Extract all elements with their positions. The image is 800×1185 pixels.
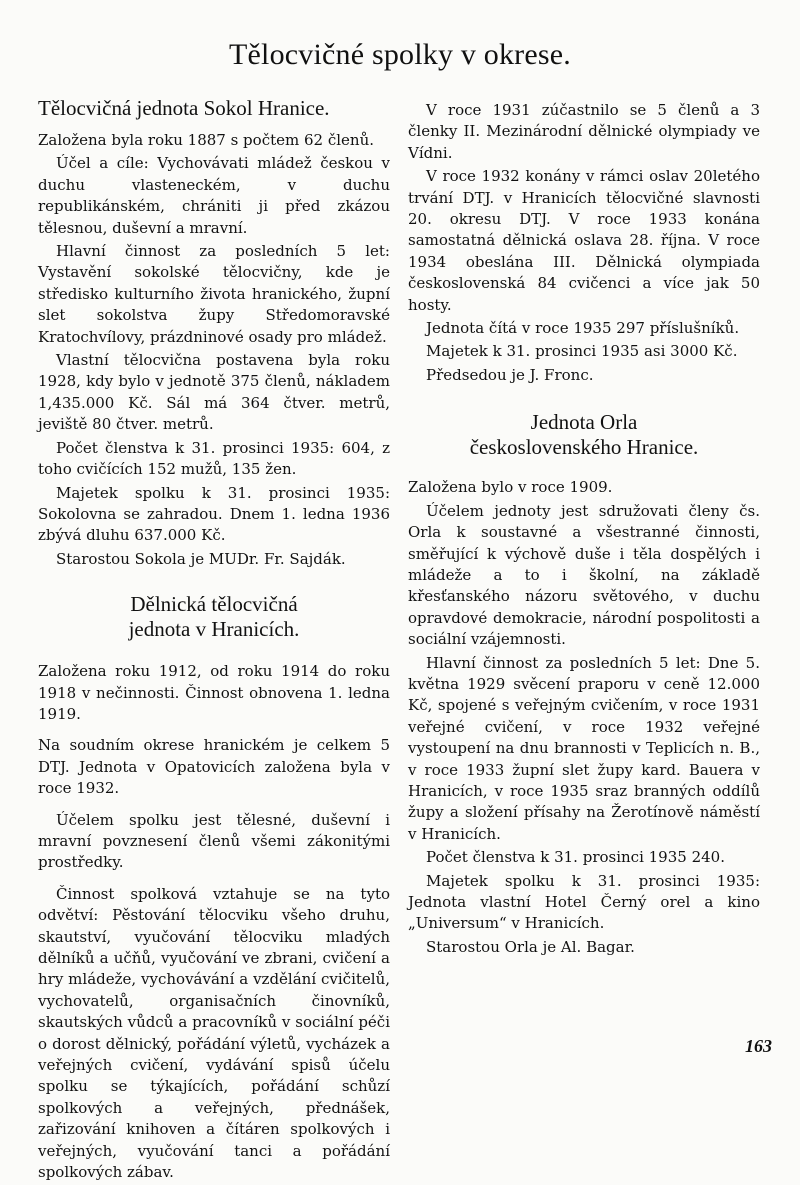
dtj-paragraph: Účelem spolku jest tělesné, duševní i mravní povznesení členů všemi zákonitými prostředky.: [38, 810, 390, 872]
orel-paragraph: Starostou Orla je Al. Bagar.: [426, 937, 635, 956]
sokol-paragraph: Počet členstva k 31. prosinci 1935: 604, z toho cvičících 152 mužů, 135 žen.: [38, 438, 390, 479]
dtj-section-title: [38, 592, 390, 642]
dtj-title-line2: jednota v Hranicích.: [128, 617, 300, 642]
dtj-paragraph: Na soudním okrese hranickém je celkem 5 DTJ. Jednota v Opatovicích založena byla v roce 1932.: [38, 736, 390, 798]
orel-paragraph: Majetek spolku k 31. prosinci 1935: Jednota vlastní Hotel Černý orel a kino „Universum“ v Hranicích.: [408, 871, 760, 933]
orel-section-title: [408, 410, 760, 460]
dtj-paragraph: Založena roku 1912, od roku 1914 do roku 1918 v nečinnosti. Činnost obnovena 1. ledna 1919.: [38, 662, 390, 723]
dtj-paragraph: Předsedou je J. Fronc.: [426, 365, 594, 384]
dtj-paragraph: Jednota čítá v roce 1935 297 příslušníků.: [426, 319, 740, 338]
sokol-paragraph: Účel a cíle: Vychovávati mládež českou v duchu vlasteneckém, v duchu republikánském, chrániti ji před zkázou tělesnou, duševní a mravní.: [38, 154, 390, 237]
orel-paragraph: Počet členstva k 31. prosinci 1935 240.: [426, 848, 725, 867]
sokol-section-title: Tělocvičná jednota Sokol Hranice.: [38, 96, 330, 120]
orel-paragraph: Hlavní činnost za posledních 5 let: Dne 5. května 1929 svěcení praporu v ceně 12.000 Kč, spojené s veřejným cvičením, v roce 1931 veřejné cvičení, v roce 1932 veřejné vystoupení na dnu brannosti v Teplicích n. B., v roce 1933 župní slet župy kard. Bauera v Hranicích, v roce 1935 sraz branných oddílů župy a složení přísahy na Žerotínově náměstí v Hranicích.: [408, 653, 760, 843]
orel-paragraph: Založena bylo v roce 1909.: [408, 478, 613, 497]
dtj-paragraph: V roce 1931 zúčastnilo se 5 členů a 3 členky II. Mezinárodní dělnické olympiady ve Vídni.: [408, 101, 760, 162]
right-column: [408, 100, 760, 960]
page-number: 163: [745, 1036, 772, 1056]
sokol-paragraph: Starostou Sokola je MUDr. Fr. Sajdák.: [56, 549, 346, 568]
dtj-title-line1: Dělnická tělocvičná: [130, 592, 298, 617]
dtj-paragraph: Činnost spolková vztahuje se na tyto odvětví: Pěstování tělocviku všeho druhu, skautství, vyučování tělocviku mladých dělníků a učňů, vyučování ve zbrani, cvičení a hry mládeže, vychovávání a vzdělání cvičitelů, vychovatelů, organisačních činovníků, skautských vůdců a pracovníků v sociální péči o dorost dělnický, pořádání výletů, vycházek a veřejných cvičení, vydávání spisů účelu spolku se týkajících, pořádání schůzí spolkových a veřejných, přednášek, zařizování knihoven a čítáren spolkových i veřejných, vyučování tanci a pořádání spolkových zábav.: [38, 884, 390, 1182]
sokol-paragraph: Majetek spolku k 31. prosinci 1935: Sokolovna se zahradou. Dnem 1. ledna 1936 zbývá dluhu 637.000 Kč.: [38, 483, 390, 545]
sokol-paragraph: Založena byla roku 1887 s počtem 62 členů.: [38, 131, 375, 149]
dtj-paragraph: V roce 1932 konány v rámci oslav 20letého trvání DTJ. v Hranicích tělocvičné slavnosti 20. okresu DTJ. V roce 1933 konána samostatná dělnická oslava 28. října. V roce 1934 obeslána III. Dělnická olympiada československá 84 cvičenci a více jak 50 hosty.: [408, 167, 760, 314]
page-title: Tělocvičné spolky v okrese.: [229, 38, 571, 71]
orel-title-line2: československého Hranice.: [469, 435, 699, 460]
dtj-paragraph: Majetek k 31. prosinci 1935 asi 3000 Kč.: [426, 342, 738, 361]
sokol-paragraph: Hlavní činnost za posledních 5 let: Vystavění sokolské tělocvičny, kde je středisko kulturního života hranického, župní slet sokolstva župy Středomoravské Kratochvílovy, prázdninové osady pro mládež.: [38, 242, 390, 346]
sokol-paragraph: Vlastní tělocvična postavena byla roku 1928, kdy bylo v jednotě 375 členů, nákladem 1,435.000 Kč. Sál má 364 čtver. metrů, jeviště 80 čtver. metrů.: [38, 351, 390, 434]
orel-title-line1: Jednota Orla: [530, 410, 638, 435]
orel-paragraph: Účelem jednoty jest sdružovati členy čs. Orla k soustavné a všestranné činnosti, směřující k výchově duše i těla dospělých i mládeže a to i školní, na základě křesťanského názoru světového, v duchu opravdové demokracie, národní pospolitosti a sociální vzájemnosti.: [408, 501, 760, 649]
left-column: [38, 96, 390, 1185]
